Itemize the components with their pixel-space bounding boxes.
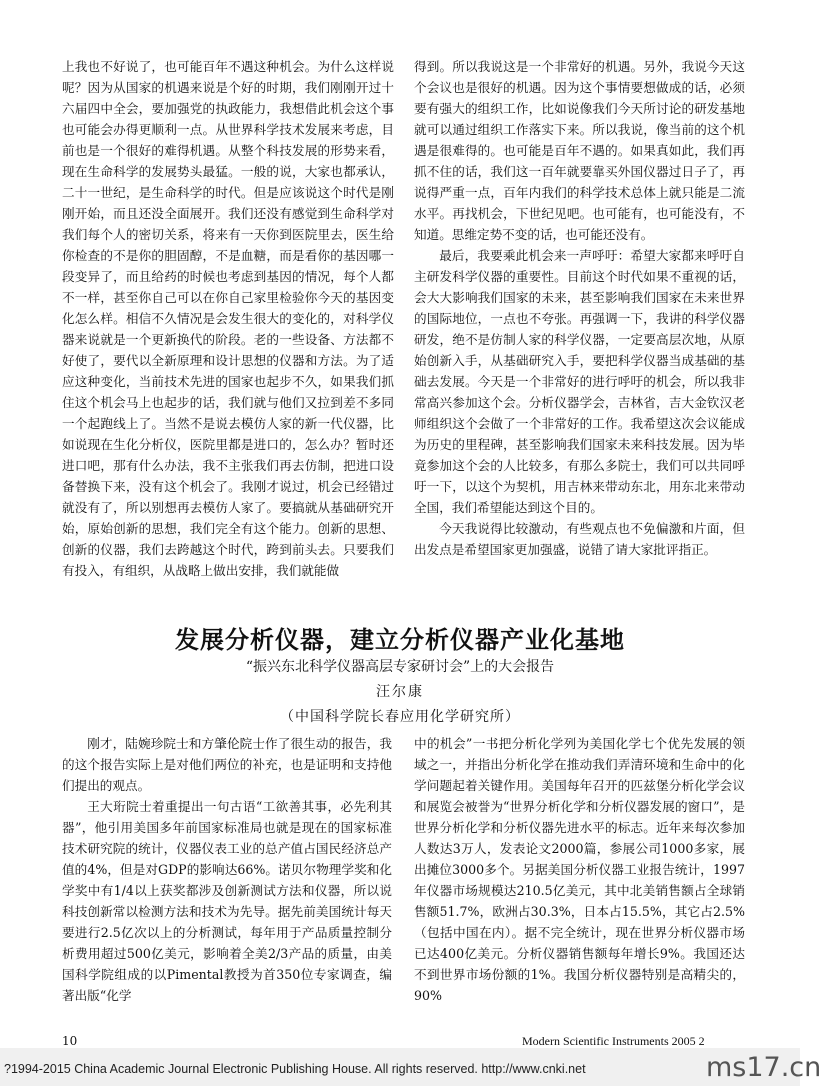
article-affiliation: （中国科学院长春应用化学研究所）	[280, 709, 520, 725]
journal-footer: Modern Scientific Instruments 2005 2	[522, 1034, 705, 1048]
column-bottom-left	[62, 733, 392, 1006]
paragraph: 王大珩院士着重提出一句古语“工欲善其事，必先利其器”，他引用美国多年前国家标准局也就是现在的国家标准技术研究院的统计，仪器仪表工业的总产值占国民经济总产值的4%，但是对GDP的影响达66%。诺贝尔物理学奖和化学奖中有1/4以上获奖都涉及创新测试方法和仪器，所以说科技创新常以检测方法和技术为先导。据先前美国统计每天要进行2.5亿次以上的分析测试，每年用于产品质量控制分析费用超过500亿美元，影响着全美2/3产品的质量，由美国科学院组成的以Pimental教授为首350位专家调查，编著出版“化学	[62, 799, 392, 1003]
paragraph: 得到。所以我说这是一个非常好的机遇。另外，我说今天这个会议也是很好的机遇。因为这个事情要想做成的话，必须要有强大的组织工作，比如说像我们今天所讨论的研发基地就可以通过组织工作落实下来。所以我说，像当前的这个机遇是很难得的。也可能是百年不遇的。如果真如此，我们再抓不住的话，我们这一百年就要靠买外国仪器过日子了，再说得严重一点，百年内我们的科学技术总体上就只能是二流水平。再找机会，下世纪见吧。也可能有，也可能没有，不知道。思维定势不变的话，也可能还没有。	[414, 59, 745, 242]
copyright-text: ?1994-2015 China Academic Journal Electronic Publishing House. All rights reserved. http://www.cnki.net	[4, 1062, 586, 1076]
article-author: 汪尔康	[376, 684, 424, 700]
column-top-left	[62, 56, 394, 581]
paragraph: 刚才，陆婉珍院士和方肇伦院士作了很生动的报告，我的这个报告实际上是对他们两位的补充，也是证明和支持他们提出的观点。	[62, 736, 392, 793]
paragraph: 中的机会”一书把分析化学列为美国化学七个优先发展的领域之一，并指出分析化学在推动我们弄清环境和生命中的化学问题起着关键作用。美国每年召开的匹兹堡分析化学会议和展览会被誉为“世界分析化学和分析仪器发展的窗口”，是世界分析化学和分析仪器先进水平的标志。近年来每次参加人数达3万人，发表论文2000篇，参展公司1000多家，展出摊位3000多个。另据美国分析仪器工业报告统计，1997年仪器市场规模达210.5亿美元，其中北美销售额占全球销售额51.7%，欧洲占30.3%，日本占15.5%，其它占2.5%（包括中国在内）。据不完全统计，现在世界分析仪器市场已达400亿美元。分析仪器销售额每年增长9%。我国还达不到世界市场份额的1%。我国分析仪器特别是高精尖的，90%	[414, 736, 745, 1003]
paragraph: 上我也不好说了，也可能百年不遇这种机会。为什么这样说呢？因为从国家的机遇来说是个好的时期，我们刚刚开过十六届四中全会，要加强党的执政能力，我想借此机会这个事也可能会办得更顺利一点。从世界科学技术发展来考虑，目前也是一个很好的难得机遇。从整个科技发展的形势来看，现在生命科学的发展势头最猛。一般的说，大家也都承认，二十一世纪，是生命科学的时代。但是应该说这个时代是刚刚开始，而且还没全面展开。我们还没有感觉到生命科学对我们每个人的密切关系，将来有一天你到医院里去，医生给你检查的不是你的胆固醇，不是血糖，而是看你的基因哪一段变异了，而且给药的时候也考虑到基因的情况，每个人都不一样，甚至你自己可以在你自己家里检验你今天的基因变化怎么样。相信不久情况是会发生很大的变化的，对科学仪器来说就是一个更新换代的阶段。老的一些设备、方法都不好使了，要代以全新原理和设计思想的仪器和方法。为了适应这种变化，当前技术先进的国家也起步不久，如果我们抓住这个机会马上也起步的话，我们就与他们又拉到差不多同一个起跑线上了。当然不是说去模仿人家的新一代仪器，比如说现在生化分析仪，医院里都是进口的，怎么办？暂时还进口吧，那有什么办法，我不主张我们再去仿制，把进口设备替换下来，没有这个机会了。我刚才说过，机会已经错过就没有了，所以别想再去模仿人家了。要搞就从基础研究开始，原始创新的思想，我们完全有这个能力。创新的思想、创新的仪器，我们去跨越这个时代，跨到前头去。只要我们有投入，有组织，从战略上做出安排，我们就能做	[62, 59, 394, 578]
article-subtitle: “振兴东北科学仪器高层专家研讨会”上的大会报告	[245, 659, 555, 675]
column-bottom-right	[414, 733, 745, 1006]
paragraph: 今天我说得比较激动，有些观点也不免偏激和片面，但出发点是希望国家更加强盛，说错了请大家批评指正。	[414, 521, 745, 557]
article-title: 发展分析仪器，建立分析仪器产业化基地	[175, 625, 625, 654]
page-number: 10	[62, 1034, 78, 1048]
paragraph: 最后，我要乘此机会来一声呼吁：希望大家都来呼吁自主研发科学仪器的重要性。目前这个时代如果不重视的话，会大大影响我们国家的未来，甚至影响我们国家在未来世界的国际地位，一点也不夸张。再强调一下，我讲的科学仪器研发，绝不是仿制人家的科学仪器，一定要高层次地，从原始创新入手，从基础研究入手，要把科学仪器当成基础的基础去发展。今天是一个非常好的进行呼吁的机会，所以我非常高兴参加这个会。分析仪器学会，吉林省，吉大金钦汉老师组织这个会做了一个非常好的工作。我希望这次会议能成为历史的里程碑，甚至影响我们国家未来科技发展。因为毕竟参加这个会的人比较多，有那么多院士，我们可以共同呼吁一下，以这个为契机，用吉林来带动东北，用东北来带动全国，我们希望能达到这个目的。	[414, 248, 745, 515]
column-top-right	[414, 56, 745, 560]
watermark: ms17.cn	[706, 1052, 821, 1083]
